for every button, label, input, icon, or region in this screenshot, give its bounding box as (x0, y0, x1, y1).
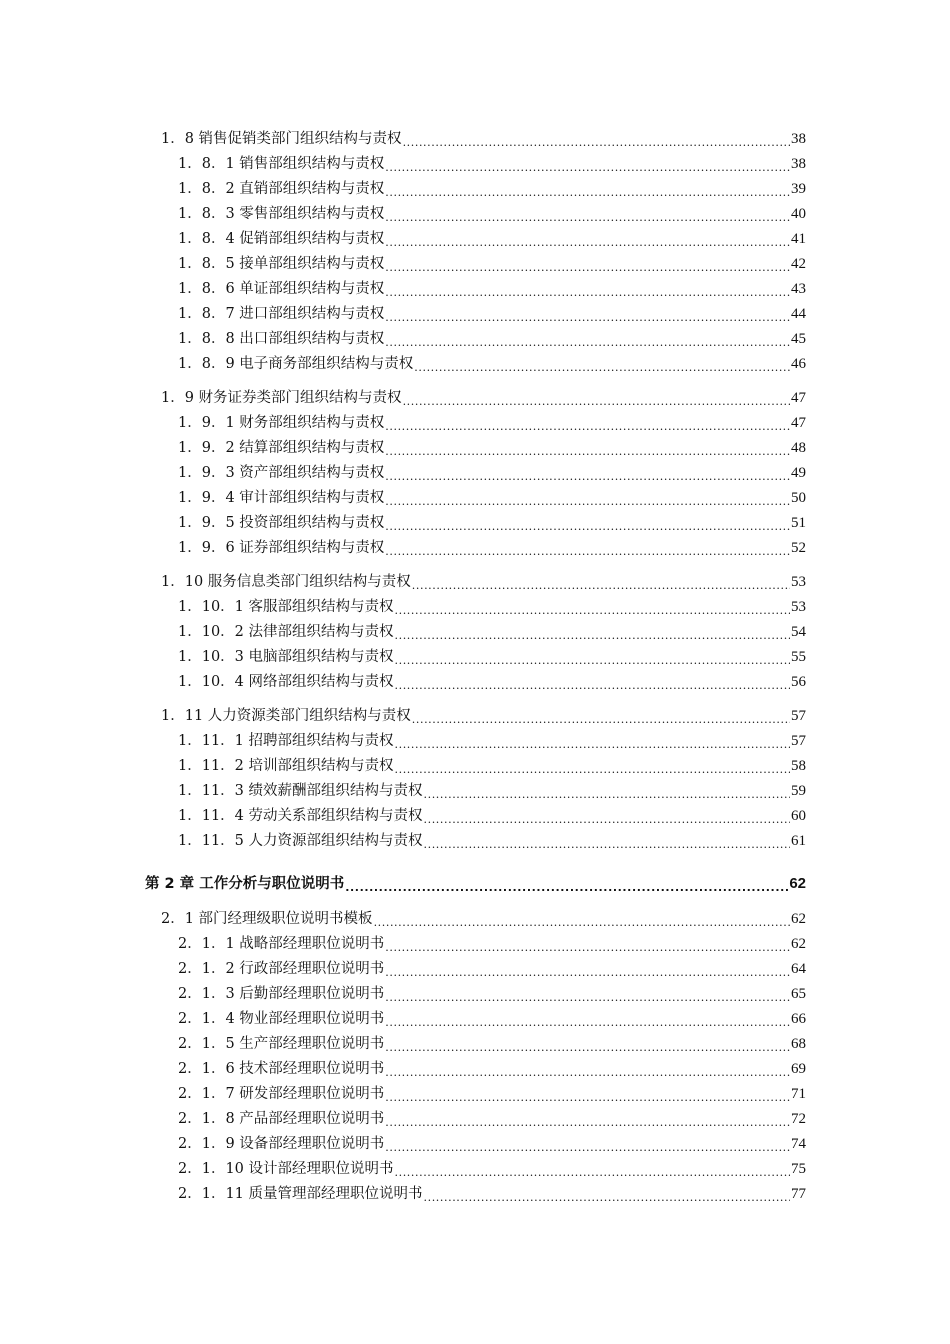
toc-page-number: 57 (791, 708, 806, 724)
toc-subsection-entry[interactable] (178, 1108, 806, 1130)
toc-entry-label: 1．10．4 网络部组织结构与责权 (178, 674, 394, 690)
toc-subsection-entry[interactable] (178, 621, 806, 643)
toc-page-number: 69 (791, 1061, 806, 1077)
toc-entry-label: 2．1．5 生产部经理职位说明书 (178, 1036, 385, 1052)
dot-leader (385, 1133, 790, 1155)
toc-entry-label: 1．8．6 单证部组织结构与责权 (178, 281, 385, 297)
dot-leader (385, 1008, 790, 1030)
toc-page-number: 38 (791, 156, 806, 172)
toc-page-number: 74 (791, 1136, 806, 1152)
dot-leader (374, 908, 790, 930)
dot-leader (395, 730, 790, 752)
dot-leader (424, 1183, 790, 1205)
dot-leader (412, 571, 790, 593)
toc-page-number: 41 (791, 231, 806, 247)
dot-leader (395, 621, 790, 643)
toc-page-number: 62 (791, 936, 806, 952)
toc-subsection-entry[interactable] (178, 437, 806, 459)
toc-section-entry[interactable] (161, 387, 806, 409)
dot-leader (385, 303, 790, 325)
dot-leader (385, 983, 790, 1005)
dot-leader (424, 805, 790, 827)
toc-entry-label: 1．8．1 销售部组织结构与责权 (178, 156, 385, 172)
toc-entry-label: 2．1．11 质量管理部经理职位说明书 (178, 1186, 423, 1202)
dot-leader (385, 933, 790, 955)
toc-page-number: 72 (791, 1111, 806, 1127)
toc-subsection-entry[interactable] (178, 203, 806, 225)
toc-subsection-entry[interactable] (178, 646, 806, 668)
toc-page-number: 77 (791, 1186, 806, 1202)
toc-page-number: 50 (791, 490, 806, 506)
toc-subsection-entry[interactable] (178, 178, 806, 200)
toc-entry-label: 2．1．8 产品部经理职位说明书 (178, 1111, 385, 1127)
toc-subsection-entry[interactable] (178, 1058, 806, 1080)
dot-leader (385, 1058, 790, 1080)
dot-leader (395, 671, 790, 693)
toc-subsection-entry[interactable] (178, 512, 806, 534)
toc-entry-label: 第 2 章 工作分析与职位说明书 (145, 876, 345, 892)
toc-entry-label: 1．11 人力资源类部门组织结构与责权 (161, 708, 411, 724)
toc-page-number: 75 (791, 1161, 806, 1177)
toc-subsection-entry[interactable] (178, 1183, 806, 1205)
toc-entry-label: 2．1．2 行政部经理职位说明书 (178, 961, 385, 977)
toc-subsection-entry[interactable] (178, 780, 806, 802)
toc-entry-label: 1．11．3 绩效薪酬部组织结构与责权 (178, 783, 423, 799)
toc-entry-label: 1．8．4 促销部组织结构与责权 (178, 231, 385, 247)
dot-leader (395, 1158, 790, 1180)
dot-leader (385, 958, 790, 980)
toc-subsection-entry[interactable] (178, 487, 806, 509)
dot-leader (385, 203, 790, 225)
toc-section-entry[interactable] (161, 705, 806, 727)
toc-page-number: 62 (791, 911, 806, 927)
toc-entry-label: 1．10．2 法律部组织结构与责权 (178, 624, 394, 640)
dot-leader (385, 1033, 790, 1055)
toc-entry-label: 2．1．9 设备部经理职位说明书 (178, 1136, 385, 1152)
toc-subsection-entry[interactable] (178, 228, 806, 250)
toc-subsection-entry[interactable] (178, 328, 806, 350)
toc-page-number: 53 (791, 574, 806, 590)
toc-subsection-entry[interactable] (178, 1083, 806, 1105)
toc-entry-label: 1．9 财务证券类部门组织结构与责权 (161, 390, 402, 406)
toc-entry-label: 1．11．4 劳动关系部组织结构与责权 (178, 808, 423, 824)
toc-entry-label: 1．8．3 零售部组织结构与责权 (178, 206, 385, 222)
dot-leader (385, 1083, 790, 1105)
toc-subsection-entry[interactable] (178, 671, 806, 693)
toc-page-number: 52 (791, 540, 806, 556)
dot-leader (385, 178, 790, 200)
dot-leader (385, 1108, 790, 1130)
toc-section-entry[interactable] (161, 571, 806, 593)
toc-entry-label: 1．9．2 结算部组织结构与责权 (178, 440, 385, 456)
toc-page-number: 47 (791, 415, 806, 431)
dot-leader (385, 487, 790, 509)
dot-leader (412, 705, 790, 727)
toc-subsection-entry[interactable] (178, 153, 806, 175)
toc-entry-label: 1．11．1 招聘部组织结构与责权 (178, 733, 394, 749)
toc-subsection-entry[interactable] (178, 983, 806, 1005)
dot-leader (385, 328, 790, 350)
toc-page-number: 71 (791, 1086, 806, 1102)
toc-entry-label: 2．1 部门经理级职位说明书模板 (161, 911, 373, 927)
toc-page-number: 39 (791, 181, 806, 197)
toc-page-number: 49 (791, 465, 806, 481)
toc-entry-label: 1．8．5 接单部组织结构与责权 (178, 256, 385, 272)
toc-entry-label: 1．11．5 人力资源部组织结构与责权 (178, 833, 423, 849)
toc-subsection-entry[interactable] (178, 353, 806, 375)
dot-leader (385, 537, 790, 559)
dot-leader (424, 830, 790, 852)
toc-entry-label: 1．9．4 审计部组织结构与责权 (178, 490, 385, 506)
toc-subsection-entry[interactable] (178, 958, 806, 980)
toc-entry-label: 1．9．6 证券部组织结构与责权 (178, 540, 385, 556)
dot-leader (403, 387, 790, 409)
toc-page-number: 43 (791, 281, 806, 297)
toc-chapter-entry[interactable] (145, 873, 806, 895)
toc-entry-label: 2．1．6 技术部经理职位说明书 (178, 1061, 385, 1077)
toc-entry-label: 1．8．2 直销部组织结构与责权 (178, 181, 385, 197)
toc-page-number: 42 (791, 256, 806, 272)
dot-leader (424, 780, 790, 802)
toc-page-number: 40 (791, 206, 806, 222)
dot-leader (385, 462, 790, 484)
toc-entry-label: 1．10．1 客服部组织结构与责权 (178, 599, 394, 615)
toc-entry-label: 2．1．10 设计部经理职位说明书 (178, 1161, 394, 1177)
toc-subsection-entry[interactable] (178, 412, 806, 434)
toc-page-number: 62 (789, 875, 806, 892)
toc-entry-label: 1．8．8 出口部组织结构与责权 (178, 331, 385, 347)
toc-page-number: 55 (791, 649, 806, 665)
toc-subsection-entry[interactable] (178, 278, 806, 300)
dot-leader (385, 253, 790, 275)
toc-entry-label: 1．8 销售促销类部门组织结构与责权 (161, 131, 402, 147)
toc-page-number: 38 (791, 131, 806, 147)
toc-page-number: 53 (791, 599, 806, 615)
dot-leader (385, 512, 790, 534)
dot-leader (385, 278, 790, 300)
toc-subsection-entry[interactable] (178, 1158, 806, 1180)
toc-subsection-entry[interactable] (178, 730, 806, 752)
dot-leader (385, 228, 790, 250)
toc-page-number: 56 (791, 674, 806, 690)
toc-page-number: 65 (791, 986, 806, 1002)
toc-subsection-entry[interactable] (178, 755, 806, 777)
toc-subsection-entry[interactable] (178, 1008, 806, 1030)
toc-subsection-entry[interactable] (178, 462, 806, 484)
toc-page-number: 51 (791, 515, 806, 531)
toc-page-number: 44 (791, 306, 806, 322)
toc-section-entry[interactable] (161, 128, 806, 150)
toc-entry-label: 1．9．5 投资部组织结构与责权 (178, 515, 385, 531)
toc-page-number: 54 (791, 624, 806, 640)
toc-subsection-entry[interactable] (178, 1133, 806, 1155)
dot-leader (385, 153, 790, 175)
toc-section-entry[interactable] (161, 908, 806, 930)
toc-entry-label: 1．11．2 培训部组织结构与责权 (178, 758, 394, 774)
dot-leader (385, 412, 790, 434)
toc-page-number: 68 (791, 1036, 806, 1052)
toc-entry-label: 1．10 服务信息类部门组织结构与责权 (161, 574, 411, 590)
dot-leader (395, 646, 790, 668)
toc-subsection-entry[interactable] (178, 830, 806, 852)
toc-entry-label: 2．1．3 后勤部经理职位说明书 (178, 986, 385, 1002)
toc-entry-label: 1．9．3 资产部组织结构与责权 (178, 465, 385, 481)
toc-entry-label: 2．1．4 物业部经理职位说明书 (178, 1011, 385, 1027)
dot-leader (385, 437, 790, 459)
toc-page-number: 64 (791, 961, 806, 977)
dot-leader (395, 755, 790, 777)
toc-entry-label: 1．8．7 进口部组织结构与责权 (178, 306, 385, 322)
toc-subsection-entry[interactable] (178, 303, 806, 325)
toc-page-number: 61 (791, 833, 806, 849)
toc-page-number: 58 (791, 758, 806, 774)
dot-leader (403, 128, 790, 150)
toc-page-number: 57 (791, 733, 806, 749)
toc-entry-label: 2．1．1 战略部经理职位说明书 (178, 936, 385, 952)
toc-entry-label: 1．10．3 电脑部组织结构与责权 (178, 649, 394, 665)
toc-subsection-entry[interactable] (178, 933, 806, 955)
toc-page-number: 60 (791, 808, 806, 824)
toc-page-number: 45 (791, 331, 806, 347)
toc-subsection-entry[interactable] (178, 253, 806, 275)
toc-subsection-entry[interactable] (178, 805, 806, 827)
dot-leader (414, 353, 790, 375)
toc-page-number: 48 (791, 440, 806, 456)
dot-leader (395, 596, 790, 618)
toc-entry-label: 1．8．9 电子商务部组织结构与责权 (178, 356, 414, 372)
toc-entry-label: 1．9．1 财务部组织结构与责权 (178, 415, 385, 431)
toc-subsection-entry[interactable] (178, 537, 806, 559)
toc-entry-label: 2．1．7 研发部经理职位说明书 (178, 1086, 385, 1102)
toc-page-number: 47 (791, 390, 806, 406)
dot-leader (345, 873, 788, 895)
toc-subsection-entry[interactable] (178, 596, 806, 618)
toc-page-number: 66 (791, 1011, 806, 1027)
toc-page-number: 59 (791, 783, 806, 799)
toc-subsection-entry[interactable] (178, 1033, 806, 1055)
toc-page-number: 46 (791, 356, 806, 372)
